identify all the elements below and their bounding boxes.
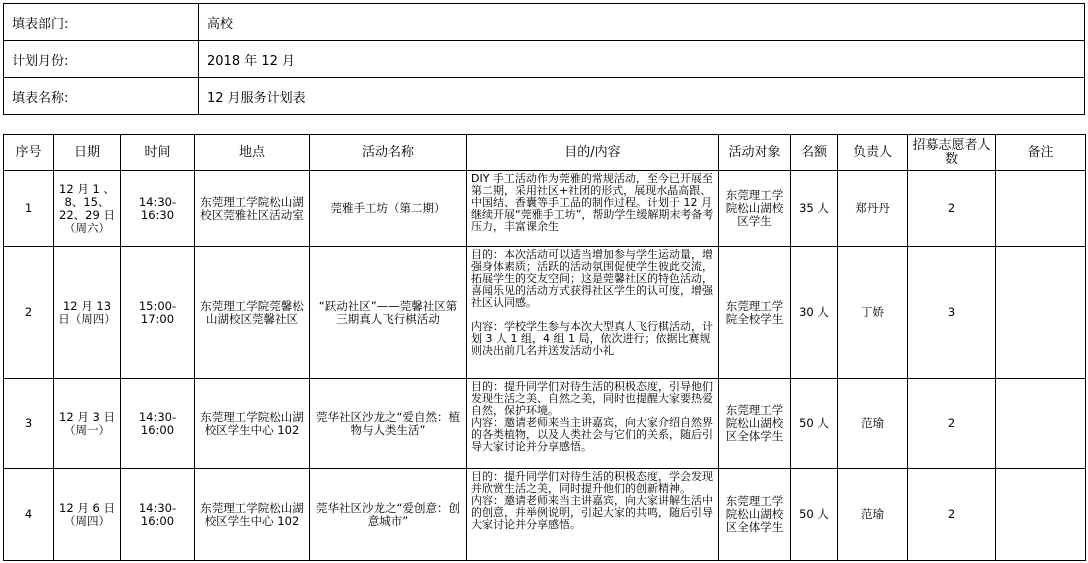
- row-remark: [996, 469, 1086, 561]
- row-place: 东莞理工学院松山湖校区学生中心 102: [195, 469, 310, 561]
- row-no: 4: [4, 469, 54, 561]
- header-activity-name: 活动名称: [310, 135, 467, 171]
- row-remark: [996, 247, 1086, 379]
- row-time: 14:30-16:00: [121, 379, 195, 469]
- row-no: 3: [4, 379, 54, 469]
- row-purpose-text: DIY 手工活动作为莞雅的常规活动，至今已开展至第二期，采用社区+社团的形式，展现水晶高跟、中国结、香囊等手工品的制作过程。计划于 12 月继续开展“莞雅手工坊”，帮助学生缓解期末考备考压力，丰富课余生: [471, 173, 714, 233]
- row-place: 东莞理工学院松山湖校区莞雅社区活动室: [195, 171, 310, 247]
- form-value: 12 月服务计划表: [199, 78, 1085, 115]
- form-label: 填表名称:: [4, 78, 199, 115]
- row-target: 东莞理工学院松山湖校区全体学生: [719, 379, 791, 469]
- row-place: 东莞理工学院莞馨松山湖校区莞馨社区: [195, 247, 310, 379]
- row-date: 12 月 13 日（周四）: [54, 247, 121, 379]
- row-date: 12 月 1 、8、15、22、29 日（周六）: [54, 171, 121, 247]
- row-owner: 丁娇: [838, 247, 908, 379]
- row-quota: 35 人: [791, 171, 838, 247]
- header-owner: 负责人: [838, 135, 908, 171]
- month-label: 计划月份:: [4, 41, 199, 78]
- row-activity-name: “跃动社区”——莞馨社区第三期真人飞行棋活动: [310, 247, 467, 379]
- row-time: 15:00-17:00: [121, 247, 195, 379]
- header-volunteers: 招募志愿者人数: [908, 135, 996, 171]
- form-info-table: [3, 3, 1085, 115]
- header-purpose: 目的/内容: [467, 135, 719, 171]
- row-quota: 30 人: [791, 247, 838, 379]
- row-target: 东莞理工学院松山湖校区学生: [719, 171, 791, 247]
- row-owner: 范瑜: [838, 469, 908, 561]
- row-time: 14:30-16:00: [121, 469, 195, 561]
- header-target: 活动对象: [719, 135, 791, 171]
- row-purpose: [467, 247, 719, 379]
- row-place: 东莞理工学院松山湖校区学生中心 102: [195, 379, 310, 469]
- info-row-dept: [4, 4, 1085, 41]
- header-time: 时间: [121, 135, 195, 171]
- row-target: 东莞理工学院全校学生: [719, 247, 791, 379]
- row-purpose: [467, 171, 719, 247]
- table-row: [4, 171, 1086, 247]
- row-volunteers: 3: [908, 247, 996, 379]
- header-date: 日期: [54, 135, 121, 171]
- row-quota: 50 人: [791, 469, 838, 561]
- header-remark: 备注: [996, 135, 1086, 171]
- row-quota: 50 人: [791, 379, 838, 469]
- row-date: 12 月 6 日（周四）: [54, 469, 121, 561]
- row-time: 14:30-16:30: [121, 171, 195, 247]
- month-value: 2018 年 12 月: [199, 41, 1085, 78]
- header-row: [4, 135, 1086, 171]
- row-activity-name: 莞雅手工坊（第二期）: [310, 171, 467, 247]
- row-owner: 郑丹丹: [838, 171, 908, 247]
- table-row: [4, 469, 1086, 561]
- row-volunteers: 2: [908, 171, 996, 247]
- row-activity-name: 莞华社区沙龙之“爱创意：创意城市”: [310, 469, 467, 561]
- service-plan-table: [3, 134, 1086, 561]
- row-purpose-text: 目的：提升同学们对待生活的积极态度，引导他们发现生活之美、自然之美，同时也提醒大家要热爱自然，保护环境。 内容：邀请老师来当主讲嘉宾，向大家介绍自然界的各类植物，以及人类社会与它们的关系，随后引导大家讨论并分享感悟。: [471, 381, 713, 453]
- dept-value: 高校: [199, 4, 1085, 41]
- row-owner: 范瑜: [838, 379, 908, 469]
- row-remark: [996, 379, 1086, 469]
- row-volunteers: 2: [908, 469, 996, 561]
- table-row: [4, 247, 1086, 379]
- table-row: [4, 379, 1086, 469]
- row-purpose: [467, 469, 719, 561]
- row-date: 12 月 3 日（周一）: [54, 379, 121, 469]
- header-no: 序号: [4, 135, 54, 171]
- row-remark: [996, 171, 1086, 247]
- row-purpose: [467, 379, 719, 469]
- row-no: 2: [4, 247, 54, 379]
- row-target: 东莞理工学院松山湖校区全体学生: [719, 469, 791, 561]
- header-quota: 名额: [791, 135, 838, 171]
- info-row-form: [4, 78, 1085, 115]
- row-purpose-text: 目的：提升同学们对待生活的积极态度，学会发现并欣赏生活之美，同时提升他们的创新精神。 内容：邀请老师来当主讲嘉宾，向大家讲解生活中的创意，并举例说明，引起大家的共鸣，随后引导大家讨论并分享感悟。: [471, 471, 713, 531]
- info-row-month: [4, 41, 1085, 78]
- row-no: 1: [4, 171, 54, 247]
- row-volunteers: 2: [908, 379, 996, 469]
- row-activity-name: 莞华社区沙龙之“爱自然：植物与人类生活”: [310, 379, 467, 469]
- dept-label: 填表部门:: [4, 4, 199, 41]
- header-place: 地点: [195, 135, 310, 171]
- row-purpose-text: 目的：本次活动可以适当增加参与学生运动量，增强身体素质；活跃的活动氛围促使学生彼此交流，拓展学生的交友空间；这是莞馨社区的特色活动，喜闻乐见的活动方式获得社区学生的认可度，增强社区认同感。 内容：学校学生参与本次大型真人飞行棋活动，计划 3 人 1 组，4 组 1 局，依次进行；依据比赛规则决出前几名并送发活动小礼: [471, 249, 713, 357]
